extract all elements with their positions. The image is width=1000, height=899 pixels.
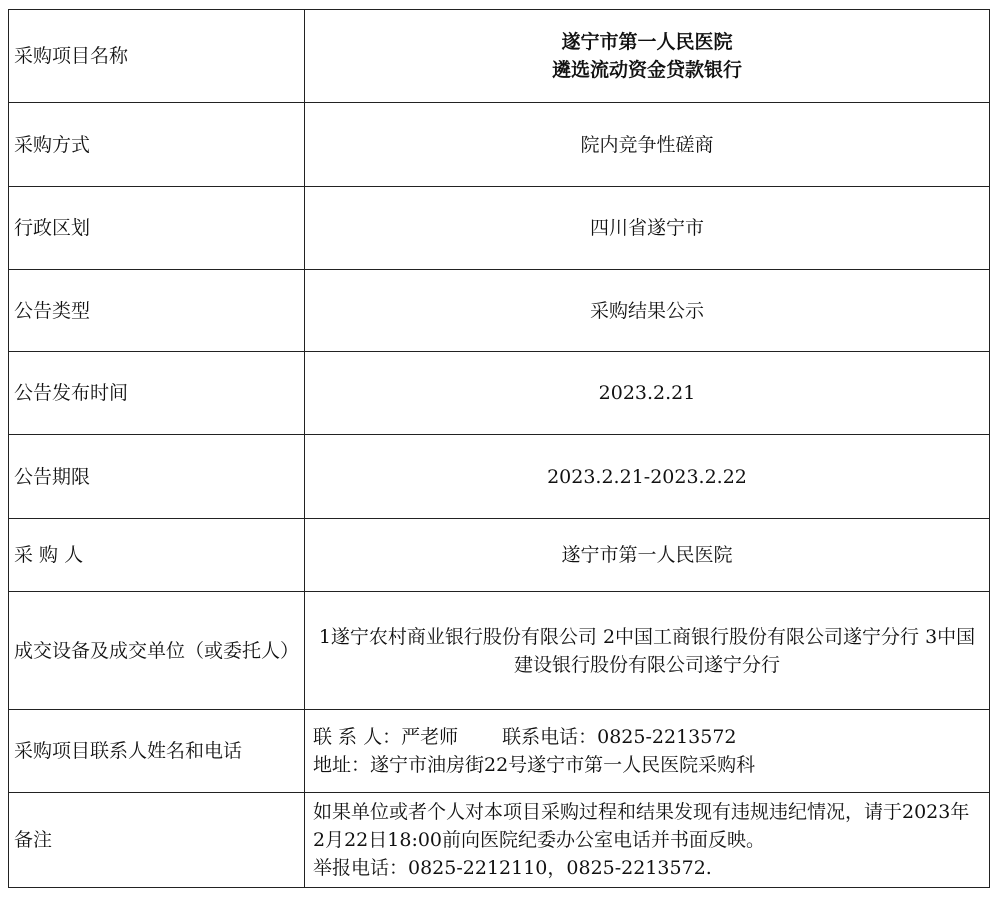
- winners-label: 成交设备及成交单位（或委托人）: [9, 592, 305, 710]
- remarks-report-phone: 举报电话：0825-2212110，0825-2213572.: [313, 857, 712, 879]
- winners-value: 1遂宁农村商业银行股份有限公司 2中国工商银行股份有限公司遂宁分行 3中国建设银行股份有限公司遂宁分行: [305, 592, 990, 710]
- row-publish-time: [9, 352, 990, 435]
- notice-type-value: 采购结果公示: [305, 270, 990, 352]
- contact-address: 地址：遂宁市油房街22号遂宁市第一人民医院采购科: [313, 754, 756, 776]
- purchaser-value: 遂宁市第一人民医院: [305, 519, 990, 592]
- row-purchaser: [9, 519, 990, 592]
- procurement-method-label: 采购方式: [9, 103, 305, 187]
- project-name-line1: 遂宁市第一人民医院: [561, 31, 733, 53]
- publish-time-label: 公告发布时间: [9, 352, 305, 435]
- notice-type-label: 公告类型: [9, 270, 305, 352]
- project-name-label: 采购项目名称: [9, 10, 305, 103]
- project-name-line2: 遴选流动资金贷款银行: [551, 59, 742, 81]
- remarks-label: 备注: [9, 793, 305, 888]
- admin-region-value: 四川省遂宁市: [305, 187, 990, 270]
- admin-region-label: 行政区划: [9, 187, 305, 270]
- contact-value: [305, 710, 990, 793]
- row-admin-region: [9, 187, 990, 270]
- row-notice-type: [9, 270, 990, 352]
- procurement-result-table: [8, 9, 990, 888]
- row-procurement-method: [9, 103, 990, 187]
- remarks-value: [305, 793, 990, 888]
- procurement-method-value: 院内竞争性磋商: [305, 103, 990, 187]
- remarks-line1: 如果单位或者个人对本项目采购过程和结果发现有违规违纪情况，请于2023年2月22日18:00前向医院纪委办公室电话并书面反映。: [313, 801, 970, 851]
- project-name-value: [305, 10, 990, 103]
- row-remarks: [9, 793, 990, 888]
- row-notice-period: [9, 435, 990, 519]
- row-winners: [9, 592, 990, 710]
- contact-label: 采购项目联系人姓名和电话: [9, 710, 305, 793]
- notice-period-value: 2023.2.21-2023.2.22: [305, 435, 990, 519]
- purchaser-label: 采 购 人: [9, 519, 305, 592]
- row-contact: [9, 710, 990, 793]
- notice-period-label: 公告期限: [9, 435, 305, 519]
- row-project-name: [9, 10, 990, 103]
- publish-time-value: 2023.2.21: [305, 352, 990, 435]
- contact-line1: 联 系 人：严老师 联系电话：0825-2213572: [313, 726, 737, 748]
